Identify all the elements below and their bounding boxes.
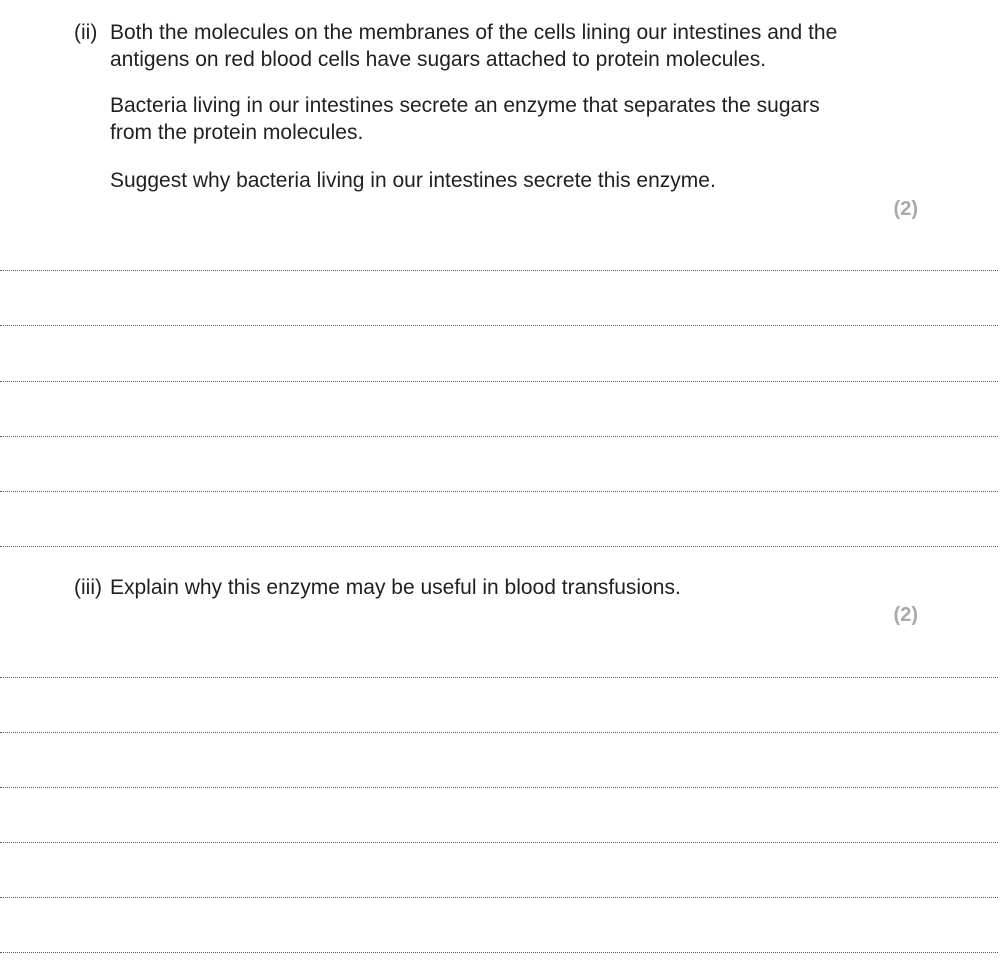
answer-line[interactable] xyxy=(0,897,998,898)
question-part-ii xyxy=(74,19,864,194)
question-context: Bacteria living in our intestines secrete an enzyme that separates the sugars from the protein molecules. xyxy=(110,94,820,144)
answer-line[interactable] xyxy=(0,381,998,382)
marks-label: (2) xyxy=(893,604,918,626)
answer-line[interactable] xyxy=(0,787,998,788)
answer-line[interactable] xyxy=(0,546,998,547)
answer-line[interactable] xyxy=(0,491,998,492)
question-prompt: Explain why this enzyme may be useful in blood transfusions. xyxy=(110,576,681,599)
question-number: (iii) xyxy=(74,576,102,599)
question-number: (ii) xyxy=(74,21,98,44)
question-prompt: Suggest why bacteria living in our intestines secrete this enzyme. xyxy=(110,169,716,192)
answer-line[interactable] xyxy=(0,325,998,326)
question-part-iii xyxy=(74,574,864,601)
answer-line[interactable] xyxy=(0,677,998,678)
answer-line[interactable] xyxy=(0,270,998,271)
marks-label: (2) xyxy=(893,198,918,220)
answer-line[interactable] xyxy=(0,842,998,843)
answer-line[interactable] xyxy=(0,952,998,953)
answer-line[interactable] xyxy=(0,436,998,437)
answer-line[interactable] xyxy=(0,732,998,733)
question-stem: Both the molecules on the membranes of the cells lining our intestines and the antigens on red blood cells have sugars attached to protein molecules. xyxy=(110,21,838,71)
